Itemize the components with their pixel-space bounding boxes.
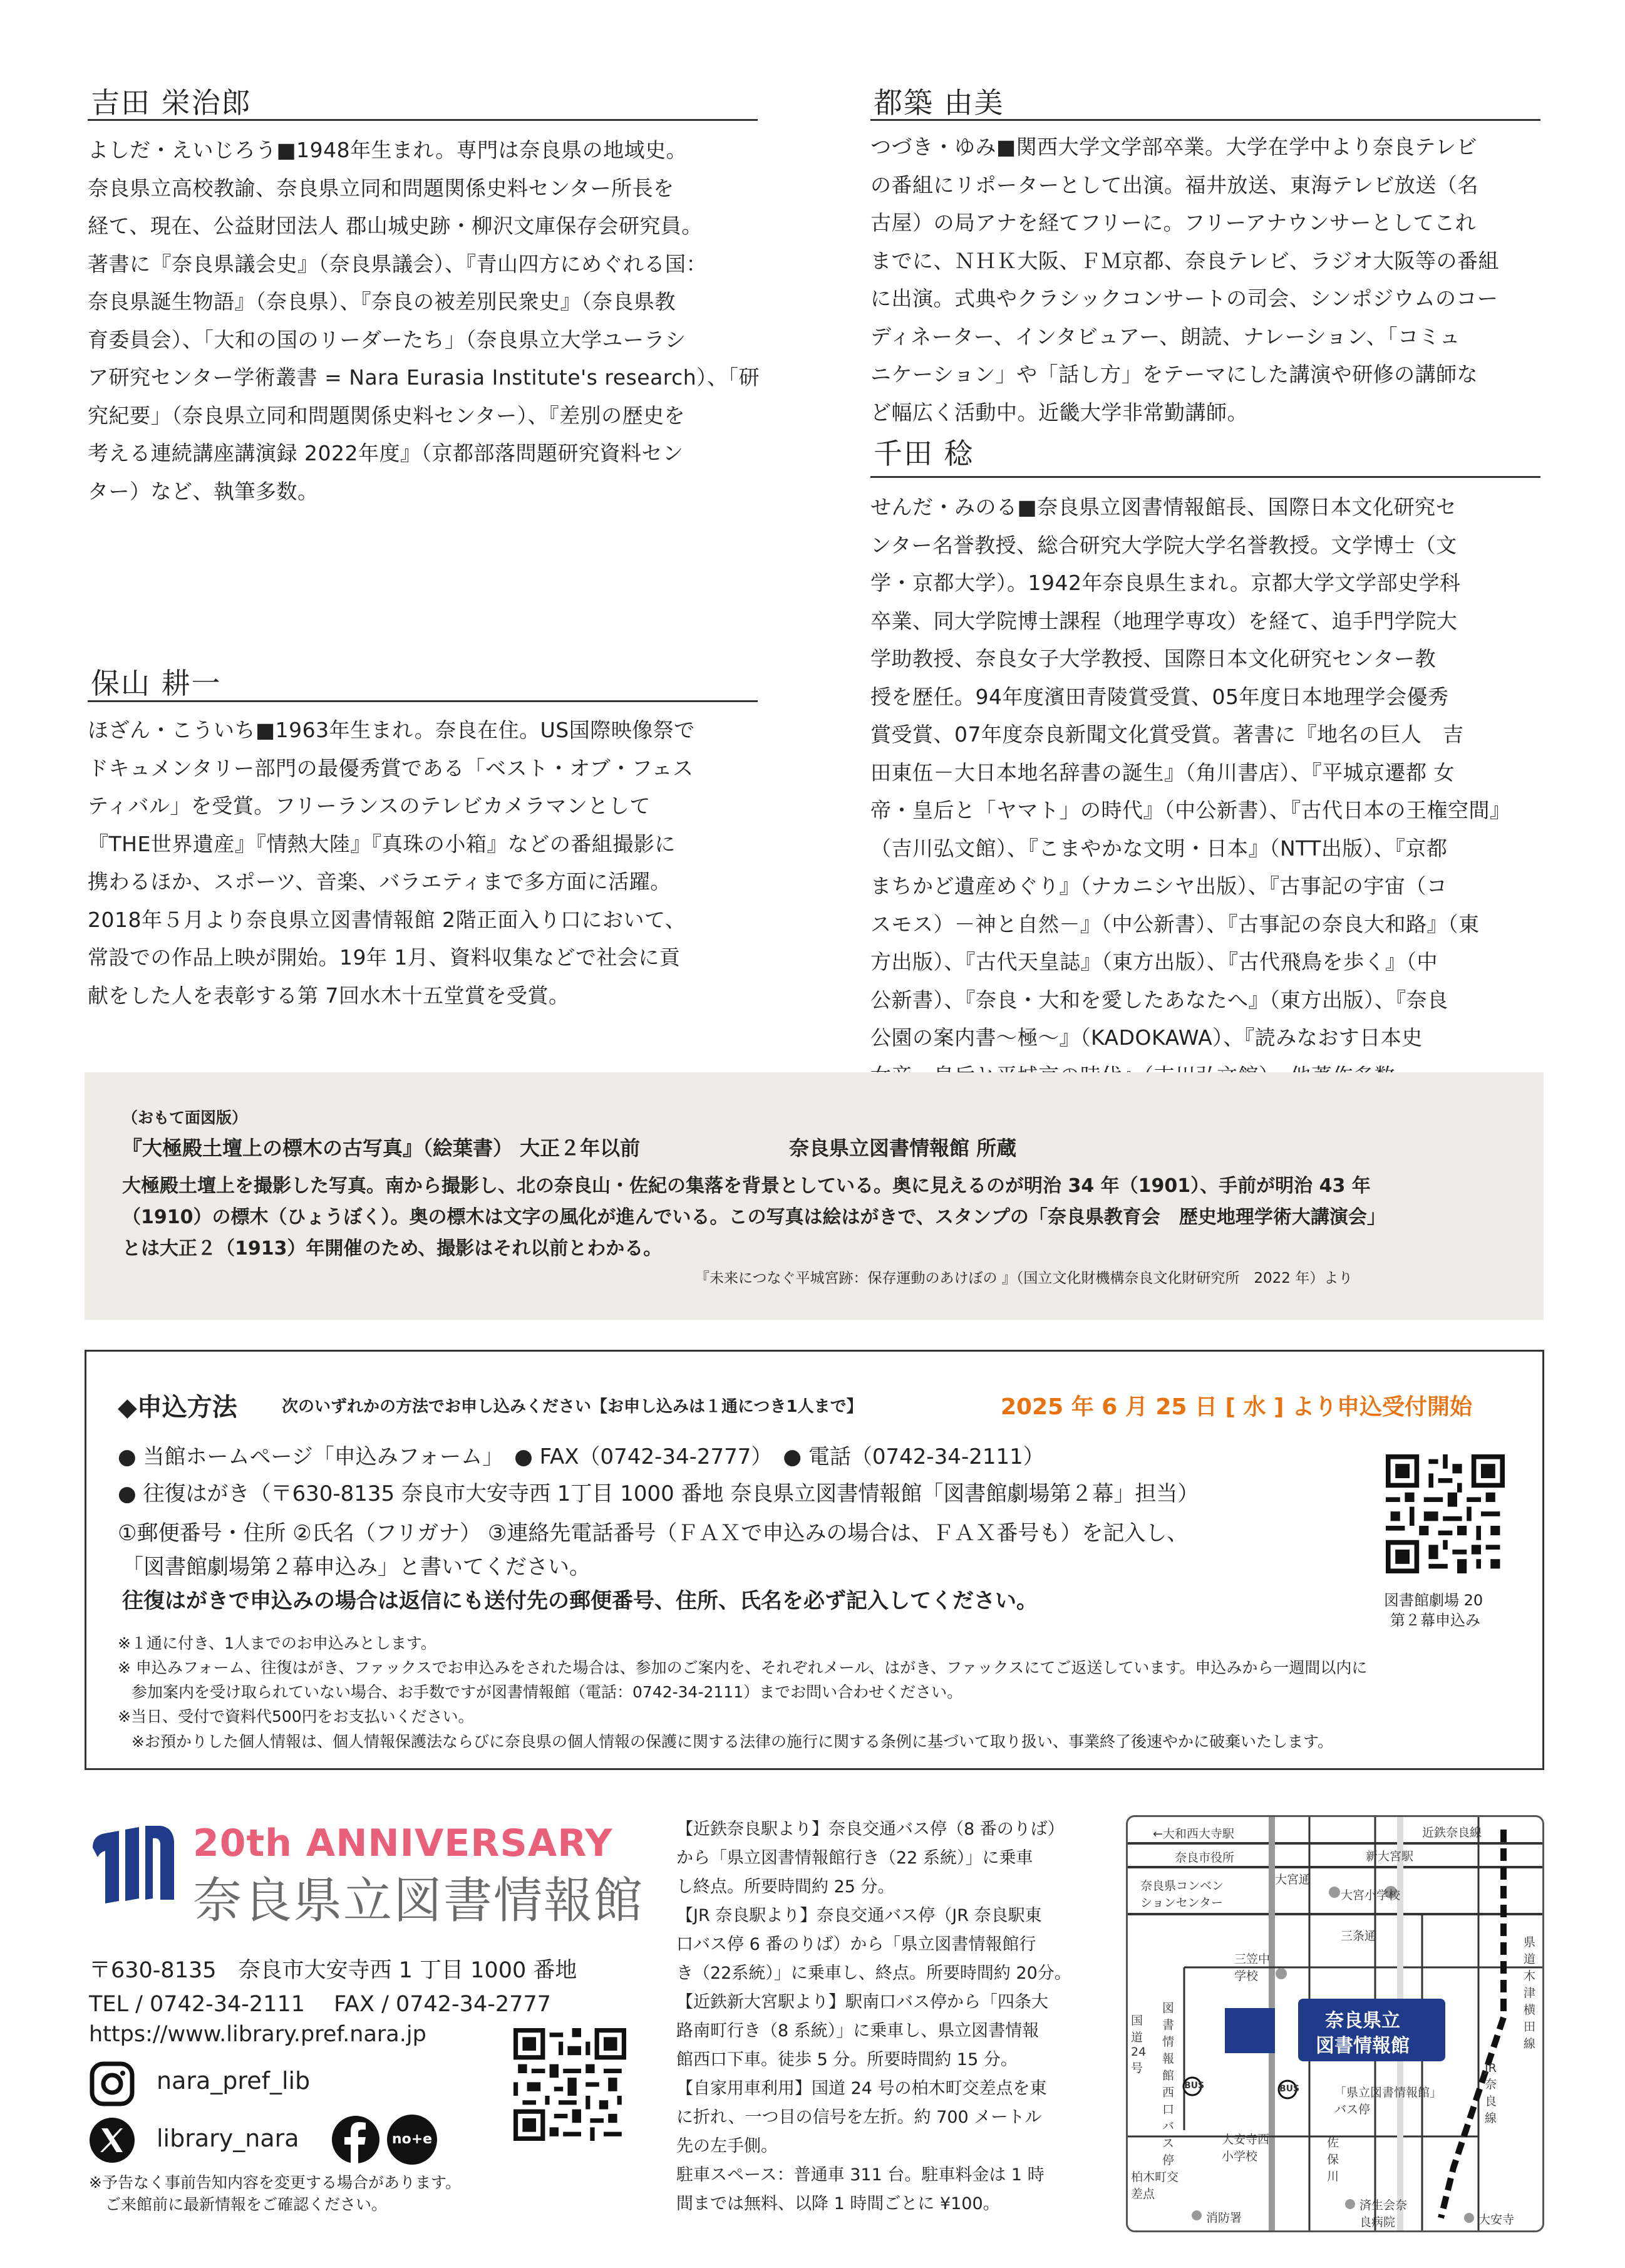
map-label: 近鉄奈良線 <box>1422 1826 1482 1840</box>
bio-line: 賞受賞、07年度奈良新聞文化賞受賞。著書に『地名の巨人 吉 <box>870 722 1464 747</box>
instagram-handle[interactable]: nara_pref_lib <box>157 2067 311 2095</box>
profile-name-hozan: 保山 耕一 <box>91 666 222 700</box>
library-name: 奈良県立図書情報館 <box>193 1873 644 1929</box>
access-map <box>1126 1815 1544 2232</box>
map-label: 三条通 <box>1341 1929 1377 1943</box>
note-icon[interactable]: no+e <box>387 2115 437 2165</box>
caption-label: （おもて面図版） <box>122 1109 248 1127</box>
bio-line: ンター名誉教授、総合研究大学院大学名誉教授。文学博士（文 <box>870 532 1457 557</box>
bio-line: 考える連続講座講演録 2022年度』（京都部落問題研究資料セン <box>88 441 684 465</box>
access-line: き（22系統）」に乗車し、終点。所要時間約 20分。 <box>676 1964 1071 1983</box>
map-label: 柏木町交差点 <box>1131 2170 1179 2201</box>
bio-line: 方出版）、『古代天皇誌』（東方出版）、『古代飛鳥を歩く』（中 <box>870 950 1438 974</box>
bio-line: つづき・ゆみ■関西大学文学部卒業。大学在学中より奈良テレビ <box>870 135 1478 159</box>
bio-line: 経て、現在、公益財団法人 郡山城史跡・柳沢文庫保存会研究員。 <box>88 214 703 238</box>
access-line: 【近鉄新大宮駅より】駅南口バス停から「四条大 <box>676 1992 1048 2012</box>
divider <box>88 700 758 702</box>
application-note: ※当日、受付で資料代500円をお支払いください。 <box>118 1707 474 1726</box>
divider <box>870 119 1540 121</box>
bio-line: 古屋）の局アナを経てフリーに。フリーアナウンサーとしてこれ <box>870 210 1477 235</box>
bio-line: 学助教授、奈良女子大学教授、国際日本文化研究センター教 <box>870 646 1437 671</box>
temple-marker <box>1464 2213 1474 2223</box>
access-directions <box>676 1815 1071 2219</box>
bio-line: ニケーション」や「話し方」をテーマにした講演や研修の講師な <box>870 362 1478 386</box>
map-label: 消防署 <box>1206 2211 1242 2225</box>
access-line: 路南町行き（8 系統）」に乗車し、県立図書情報 <box>676 2021 1039 2041</box>
bio-line: 学・京都大学）。1942年奈良県生まれ。京都大学文学部史学科 <box>870 571 1461 595</box>
library-url[interactable]: https://www.library.pref.nara.jp <box>89 2022 426 2047</box>
disclaimer: ご来館前に最新情報をご確認ください。 <box>105 2195 388 2214</box>
qr-label: 図書館劇場 20 <box>1384 1592 1483 1609</box>
application-note: ※お預かりした個人情報は、個人情報保護法ならびに奈良県の個人情報の保護に関する法律の施行に関する条例に基づいて取り扱い、事業終了後速やかに破棄いたします。 <box>132 1732 1333 1751</box>
divider <box>88 119 758 121</box>
school-marker <box>1276 1968 1287 1979</box>
bio-line: に出演。式典やクラシックコンサートの司会、シンポジウムのコー <box>870 286 1499 311</box>
bio-line: よしだ・えいじろう■1948年生まれ。専門は奈良県の地域史。 <box>88 138 688 162</box>
school-marker <box>1329 1887 1340 1898</box>
caption-text: とは大正２（1913）年開催のため、撮影はそれ以前とわかる。 <box>122 1238 663 1260</box>
map-label: 三笠中学校 <box>1234 1952 1271 1983</box>
bus-label: BUS <box>1184 2081 1205 2091</box>
library-map-icon <box>1225 2008 1275 2053</box>
bio-line: せんだ・みのる■奈良県立図書情報館長、国際日本文化研究セ <box>870 495 1457 519</box>
access-line: に折れ、一つ目の信号を左折。約 700 メートル <box>676 2108 1042 2127</box>
bio-line: スモス）－神と自然－』（中公新書）、『古事記の奈良大和路』（東 <box>870 911 1480 936</box>
bio-line: 公園の案内書～極～』（KADOKAWA）、『読みなおす日本史 <box>870 1025 1423 1050</box>
bio-line: 常設での作品上映が開始。19年 1月、資料収集などで社会に貢 <box>88 945 681 970</box>
map-label: JR奈良線 <box>1485 2061 1497 2125</box>
map-label: 大安寺 <box>1478 2213 1515 2227</box>
access-line: 館西口下車。徒歩 5 分。所要時間約 15 分。 <box>676 2050 1018 2069</box>
bio-line: 携わるほか、スポーツ、音楽、バラエティまで多方面に活躍。 <box>88 869 671 894</box>
map-label: ←大和西大寺駅 <box>1153 1827 1234 1841</box>
bio-line: （吉川弘文館）、『こまやかな文明・日本』（NTT出版）、『京都 <box>870 836 1448 861</box>
fire-station-marker <box>1192 2210 1202 2220</box>
bio-line: までに、ＮＨＫ大阪、ＦＭ京都、奈良テレビ、ラジオ大阪等の番組 <box>870 248 1500 273</box>
bio-line: ドキュメンタリー部門の最優秀賞である「ベスト・オブ・フェス <box>88 755 694 780</box>
application-start-date: 2025 年 6 月 25 日 [ 水 ] より申込受付開始 <box>1001 1394 1473 1420</box>
divider <box>870 476 1540 478</box>
map-label: 佐保川 <box>1327 2136 1339 2183</box>
jr-rail-line <box>1441 1830 1504 2218</box>
profile-bio-hozan <box>88 712 695 1015</box>
library-phone: TEL / 0742-34-2111 FAX / 0742-34-2777 <box>89 1992 551 2017</box>
bio-line: 『THE世界遺産』『情熱大陸』『真珠の小箱』などの番組撮影に <box>88 831 676 856</box>
map-label: 済生会奈良病院 <box>1359 2198 1408 2229</box>
bio-line: 授を歴任。94年度濱田青陵賞受賞、05年度日本地理学会優秀 <box>870 684 1449 709</box>
application-note: 参加案内を受け取られていない場合、お手数ですが図書情報館（電話：0742-34-2111）までお問い合わせください。 <box>132 1683 963 1701</box>
qr-code-application[interactable] <box>1386 1454 1505 1573</box>
instagram-icon[interactable] <box>89 2061 135 2107</box>
access-line: 【自家用車利用】国道 24 号の柏木町交差点を東 <box>676 2079 1047 2098</box>
profile-bio-tsuzuki <box>870 128 1499 432</box>
bus-label: BUS <box>1279 2084 1300 2094</box>
library-logo-icon <box>86 1826 180 1907</box>
facebook-icon[interactable] <box>331 2115 381 2165</box>
profile-name-yoshida: 吉田 栄治郎 <box>91 86 252 120</box>
disclaimer: ※予告なく事前告知内容を変更する場合があります。 <box>89 2173 461 2192</box>
bio-line: 帝・皇后と「ヤマト」の時代』（中公新書）、『古代日本の王権空間』 <box>870 798 1511 822</box>
map-label: 大安寺西小学校 <box>1222 2133 1270 2163</box>
application-heading: ◆申込方法 <box>118 1393 237 1422</box>
profile-bio-senda <box>870 489 1511 1095</box>
access-line: 間までは無料、以降 1 時間ごとに ¥100。 <box>676 2194 1000 2214</box>
map-label: 奈良市役所 <box>1175 1851 1235 1865</box>
bio-line: 卒業、同大学院博士課程（地理学専攻）を経て、追手門学院大 <box>870 608 1458 633</box>
application-items: 「図書館劇場第２幕申込み」と書いてください。 <box>122 1555 591 1580</box>
map-label: 「県立図書情報館」バス停 <box>1334 2086 1442 2116</box>
bio-line: ター）など、執筆多数。 <box>88 479 319 504</box>
application-postcard: ● 往復はがき（〒630-8135 奈良市大安寺西 1丁目 1000 番地 奈良県立図書情報館「図書館劇場第２幕」担当） <box>118 1481 1199 1506</box>
bio-line: 田東伍－大日本地名辞書の誕生』（角川書店）、『平城京遷都 女 <box>870 760 1455 785</box>
caption-text: （1910）の標木（ひょうぼく）。奥の標木は文字の風化が進んでいる。この写真は絵はがきで、スタンプの「奈良県教育会 歴史地理学術大講演会」 <box>122 1206 1386 1228</box>
map-label: 新大宮駅 <box>1366 1850 1414 1863</box>
library-address: 〒630-8135 奈良市大安寺西 1 丁目 1000 番地 <box>89 1958 577 1983</box>
map-label: 大宮通 <box>1275 1873 1311 1887</box>
bio-line: の番組にリポーターとして出演。福井放送、東海テレビ放送（名 <box>870 172 1478 197</box>
application-note: ※ 申込みフォーム、往復はがき、ファックスでお申込みをされた場合は、参加のご案内を、それぞれメール、はがき、ファックスにてご返送しています。申込みから一週間以内に <box>118 1659 1368 1677</box>
bio-line: 育委員会）、「大和の国のリーダーたち」（奈良県立大学ユーラシ <box>88 327 686 352</box>
caption-owner: 奈良県立図書情報館 所蔵 <box>789 1136 1017 1160</box>
access-line: 先の左手側。 <box>676 2136 778 2156</box>
bio-line: ディネーター、インタビュアー、朗読、ナレーション、「コミュ <box>870 324 1461 349</box>
bio-line: ど幅広く活動中。近畿大学非常勤講師。 <box>870 400 1248 425</box>
profile-bio-yoshida <box>88 132 760 510</box>
bio-line: 公新書）、『奈良・大和を愛したあなたへ』（東方出版）、『奈良 <box>870 987 1448 1012</box>
bio-line: 奈良県誕生物語』（奈良県）、『奈良の被差別民衆史』（奈良県教 <box>88 289 676 314</box>
access-line: 駐車スペース：普通車 311 台。駐車料金は 1 時 <box>676 2165 1045 2185</box>
bio-line: 著書に『奈良県議会史』（奈良県議会）、『青山四方にめぐれる国： <box>88 251 707 276</box>
caption-source: 『未来につなぐ平城宮跡：保存運動のあけぼの 』（国立文化財機構奈良文化財研究所 2022 年）より <box>695 1270 1353 1287</box>
application-note: ※１通に付き、1人までのお申込みとします。 <box>118 1634 436 1652</box>
bio-line: 究紀要」（奈良県立同和問題関係史料センター）、『差別の歴史を <box>88 403 686 428</box>
hospital-marker <box>1345 2199 1355 2209</box>
qr-label: 第２幕申込み <box>1390 1612 1480 1629</box>
access-line: から「県立図書情報館行き（22 系統）」に乗車 <box>676 1848 1033 1868</box>
bio-line: 献をした人を表彰する第 7回水木十五堂賞を受賞。 <box>88 983 570 1008</box>
x-icon[interactable] <box>89 2117 135 2163</box>
bio-line: 2018年５月より奈良県立図書情報館 2階正面入り口において、 <box>88 907 686 932</box>
map-label: 大宮小学校 <box>1341 1888 1401 1902</box>
access-line: 【JR 奈良駅より】奈良交通バス停（JR 奈良駅東 <box>676 1906 1042 1925</box>
application-methods: ● 当館ホームページ「申込みフォーム」 ● FAX（0742-34-2777） ● 電話（0742-34-2111） <box>118 1444 1045 1469</box>
application-subheading: 次のいずれかの方法でお申し込みください【お申し込みは１通につき1人まで】 <box>282 1397 863 1416</box>
x-handle[interactable]: library_nara <box>157 2125 299 2152</box>
library-map-label: 奈良県立 <box>1325 2010 1400 2032</box>
profile-name-senda: 千田 稔 <box>874 437 974 470</box>
bio-line: 奈良県立高校教諭、奈良県立同和問題関係史料センター所長を <box>88 175 674 200</box>
bio-line: ティバル」を受賞。フリーランスのテレビカメラマンとして <box>88 794 651 818</box>
access-line: 口バス停 6 番のりば）から「県立図書情報館行 <box>676 1935 1036 1954</box>
map-label: 国道24号 <box>1131 2014 1147 2075</box>
anniversary-text: 20th ANNIVERSARY <box>193 1821 613 1865</box>
application-items: 往復はがきで申込みの場合は返信にも送付先の郵便番号、住所、氏名を必ず記入してください。 <box>122 1588 1038 1613</box>
map-label: 県道木津横田線 <box>1524 1935 1536 2051</box>
access-line: し終点。所要時間約 25 分。 <box>676 1877 895 1897</box>
library-map-label: 図書情報館 <box>1316 2035 1410 2057</box>
bio-line: まちかど遺産めぐり』（ナカニシヤ出版）、『古事記の宇宙（コ <box>870 874 1448 898</box>
qr-code-library[interactable] <box>513 2028 626 2141</box>
caption-title: 『大極殿土壇上の標木の古写真』（絵葉書） 大正２年以前 <box>122 1136 641 1160</box>
access-line: 【近鉄奈良駅より】奈良交通バス停（8 番のりば） <box>676 1820 1065 1839</box>
caption-text: 大極殿土壇上を撮影した写真。南から撮影し、北の奈良山・佐紀の集落を背景としている。奥に見えるのが明治 34 年（1901）、手前が明治 43 年 <box>122 1175 1371 1197</box>
application-items: ①郵便番号・住所 ②氏名（フリガナ） ③連絡先電話番号（ＦＡＸで申込みの場合は、ＦＡＸ番号も）を記入し、 <box>118 1521 1189 1546</box>
profile-name-tsuzuki: 都築 由美 <box>874 86 1004 120</box>
map-label: 図書情報館西口バス停 <box>1162 2001 1175 2167</box>
map-label: 奈良県コンベンションセンター <box>1140 1879 1224 1910</box>
bio-line: ア研究センター学術叢書 = Nara Eurasia Institute's research）、「研 <box>88 365 760 390</box>
bio-line: ほざん・こういち■1963年生まれ。奈良在住。US国際映像祭で <box>88 718 695 742</box>
